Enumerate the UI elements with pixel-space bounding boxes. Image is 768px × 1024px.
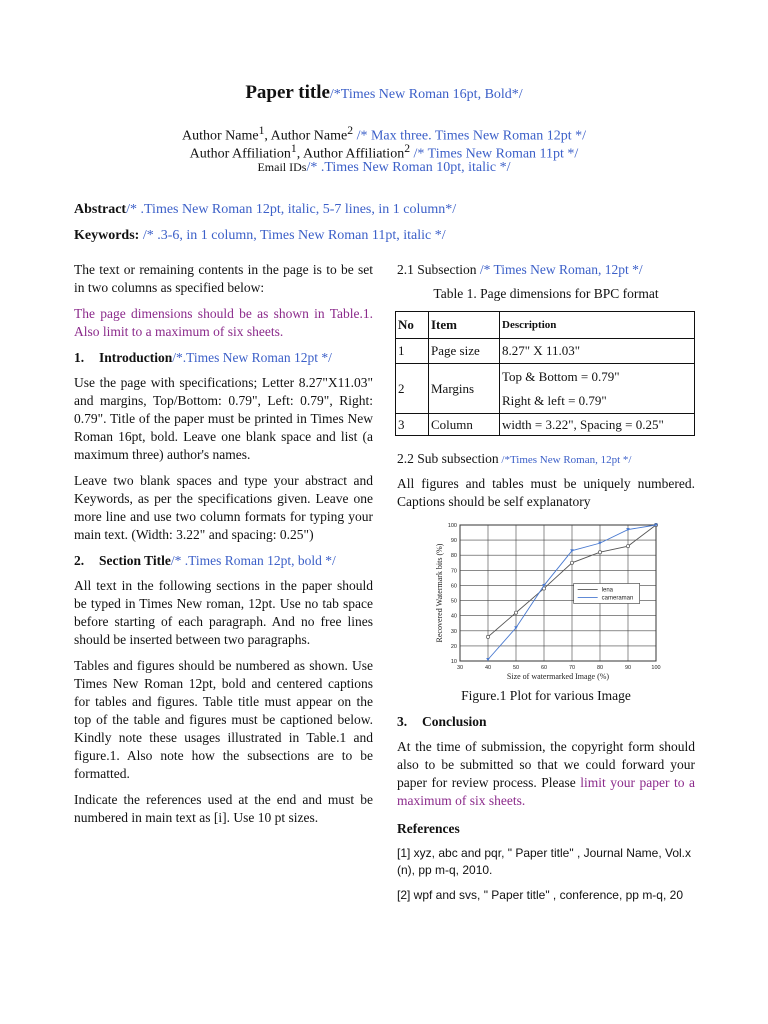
x-tick-label: 70 — [568, 665, 576, 671]
section-number: 2. — [74, 553, 85, 568]
section-number: 1. — [74, 350, 85, 365]
subsection-title: 2.2 Sub subsection — [397, 451, 499, 466]
title-note: /*Times New Roman 16pt, Bold*/ — [329, 87, 523, 102]
cell-no: 1 — [396, 339, 429, 364]
conclusion-limit-note: limit your paper to a maximum of six sheets. — [397, 775, 695, 808]
abstract-line — [74, 202, 694, 218]
affiliation-note: /* Times New Roman 11pt */ — [410, 146, 579, 162]
section-title: Conclusion — [422, 714, 487, 729]
figure-caption: Figure.1 Plot for various Image — [461, 688, 631, 703]
y-tick-label: 40 — [450, 613, 457, 620]
y-tick-label: 100 — [447, 523, 457, 529]
email-note: /* .Times New Roman 10pt, italic */ — [306, 160, 511, 175]
affiliation-2: , Author Affiliation — [296, 146, 405, 162]
data-point-lena — [486, 635, 489, 638]
table-row — [396, 414, 695, 436]
section-heading-introduction — [74, 349, 373, 367]
y-tick-label: 10 — [450, 659, 457, 665]
y-tick-label: 80 — [450, 553, 457, 560]
header-description: Description — [500, 312, 695, 339]
table-caption: Table 1. Page dimensions for BPC format — [433, 286, 659, 301]
author-sup-2: 2 — [347, 124, 354, 137]
section-number: 3. — [397, 714, 408, 729]
subsection-note: /* Times New Roman, 12pt */ — [476, 262, 643, 277]
abstract-label: Abstract — [74, 202, 127, 217]
section-note: /* .Times Roman 12pt, bold */ — [170, 553, 336, 568]
subsection-title: 2.1 Subsection — [397, 262, 477, 277]
table-row — [396, 364, 695, 414]
x-axis-label: Size of watermarked Image (%) — [506, 672, 610, 681]
x-tick-label: 30 — [456, 665, 464, 671]
abstract-note: /* .Times New Roman 12pt, italic, 5-7 lines, in 1 column*/ — [126, 202, 457, 217]
title-text: Paper title — [245, 82, 330, 103]
cell-no: 2 — [396, 364, 429, 414]
section-heading-section-title — [74, 552, 373, 570]
cell-description: 8.27" X 11.03" — [500, 339, 695, 364]
subsection-note: /*Times New Roman, 12pt */ — [498, 454, 632, 466]
affiliation-sup-2: 2 — [404, 142, 411, 155]
y-tick-label: 20 — [450, 643, 457, 650]
y-axis-label: Recovered Watermark bits (%) — [435, 543, 444, 643]
cell-no: 3 — [396, 414, 429, 436]
email-label: Email IDs — [257, 160, 307, 174]
x-tick-label: 90 — [624, 665, 632, 671]
reference-item: [1] xyz, abc and pqr, " Paper title" , Journal Name, Vol.x (n), pp m-q, 2010. — [397, 846, 691, 877]
figures-paragraph: All figures and tables must be uniquely numbered. Captions should be self explanatory — [397, 476, 695, 509]
y-tick-label: 90 — [450, 538, 457, 545]
x-tick-label: 50 — [512, 665, 520, 671]
y-tick-label: 30 — [450, 628, 457, 635]
author-sup-1: 1 — [258, 124, 265, 137]
conclusion-paragraph — [397, 738, 695, 810]
x-tick-label: 80 — [596, 665, 604, 671]
section-title: Introduction — [99, 350, 173, 365]
page-dimensions-note: The page dimensions should be as shown in Table.1. Also limit to a maximum of six sheets. — [74, 306, 373, 339]
keywords-note: /* .3-6, in 1 column, Times New Roman 11pt, italic */ — [139, 228, 446, 243]
author-name-2: , Author Name — [264, 128, 348, 144]
y-tick-label: 60 — [450, 583, 457, 590]
author-name-1: Author Name — [181, 128, 259, 144]
section-heading-conclusion — [397, 713, 695, 731]
introduction-paragraph-1: Use the page with specifications; Letter 8.27"X11.03" and margins, Top/Bottom: 0.79", Left: 0.79", Right: 0.79". Title of the paper must be printed in Times New Roman 16pt, bold. Leave one blank space and list (a maximum three) author's names. — [74, 375, 373, 462]
references-heading: References — [397, 821, 460, 836]
data-point-lena — [598, 551, 601, 554]
legend-label-lena: lena — [601, 587, 614, 594]
x-tick-label: 40 — [484, 665, 492, 671]
right-column — [397, 261, 695, 912]
email-line — [0, 160, 768, 176]
header-no: No — [396, 312, 429, 339]
keywords-line — [74, 228, 694, 244]
y-tick-label: 70 — [450, 568, 457, 575]
section-paragraph-3: Indicate the references used at the end and must be numbered in main text as [i]. Use 10 pt sizes. — [74, 792, 373, 825]
margins-right-left: Right & left = 0.79" — [502, 392, 607, 408]
cell-item: Page size — [429, 339, 500, 364]
y-tick-label: 50 — [450, 598, 457, 605]
keywords-label: Keywords: — [74, 228, 140, 243]
data-point-lena — [514, 611, 517, 614]
intro-paragraph: The text or remaining contents in the page is to be set in two columns as specified below: — [74, 262, 373, 295]
subsection-heading-2-2 — [397, 450, 695, 469]
author-note: /* Max three. Times New Roman 12pt */ — [353, 128, 586, 144]
section-title: Section Title — [99, 553, 171, 568]
paper-title — [0, 82, 768, 104]
section-note: /*.Times New Roman 12pt */ — [172, 350, 332, 365]
subsection-heading-2-1 — [397, 261, 695, 279]
data-point-lena — [570, 561, 573, 564]
margins-top-bottom: Top & Bottom = 0.79" — [502, 368, 620, 384]
left-column — [74, 261, 373, 835]
affiliation-1: Author Affiliation — [189, 146, 291, 162]
affiliation-sup-1: 1 — [290, 142, 297, 155]
watermark-plot — [430, 519, 670, 683]
cell-item: Margins — [429, 364, 500, 414]
table-row — [396, 339, 695, 364]
legend-label-cameraman: cameraman — [601, 595, 634, 602]
x-tick-label: 100 — [651, 665, 661, 671]
x-tick-label: 60 — [540, 665, 548, 671]
page-dimensions-table — [395, 311, 695, 436]
reference-item: [2] wpf and svs, " Paper title" , conference, pp m-q, 20 — [397, 888, 683, 902]
section-paragraph-1: All text in the following sections in the paper should be typed in Times New roman, 12pt. Use no tab space before starting of each paragraph. And no free lines should be inserted between two paragraphs. — [74, 578, 373, 647]
table-header-row — [396, 312, 695, 339]
references-list — [397, 845, 695, 904]
header-item: Item — [429, 312, 500, 339]
introduction-paragraph-2: Leave two blank spaces and type your abstract and Keywords, as per the specifications given. Leave one more line and use two column formats for typing your main text. (Width: 3.22" and spacing: 0.25") — [74, 473, 373, 542]
data-point-lena — [626, 545, 629, 548]
section-paragraph-2: Tables and figures should be numbered as shown. Use Times New Roman 12pt, bold and centered captions for tables and figures. Table title must appear on the top of the table and figures must be captioned below. Kindly note these usages illustrated in Table.1 and figure.1. Also note how the subsections are to be formatted. — [74, 658, 373, 781]
cell-description: width = 3.22", Spacing = 0.25" — [500, 414, 695, 436]
cell-item: Column — [429, 414, 500, 436]
cell-description — [500, 364, 695, 414]
conclusion-text: At the time of submission, the copyright form should also to be submitted so that we could forward your paper for review process. Please — [397, 739, 695, 790]
